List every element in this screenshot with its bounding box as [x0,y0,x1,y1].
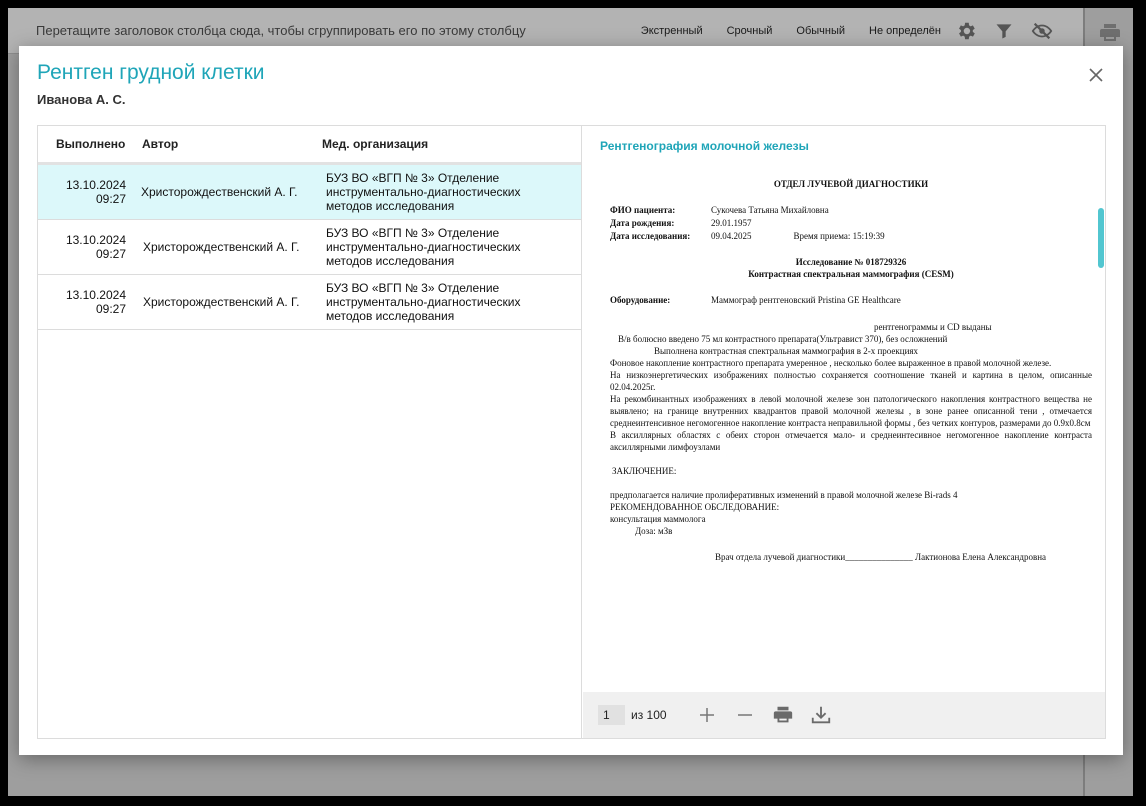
settings-gear-icon[interactable] [953,18,979,44]
patient-name: Иванова А. С. [37,92,126,107]
zoom-out-icon[interactable] [733,703,757,727]
print-icon[interactable] [1098,21,1122,45]
study-panel [37,125,1106,739]
doc-paragraph-2: На низкоэнергетических изображениях полностью сохраняется соотношение тканей и картина в целом, описанные 02.04.2025г. [610,370,1092,392]
cell-date: 13.10.2024 09:27 [65,178,126,206]
cell-author: Христорождественский А. Г. [143,295,300,309]
doc-issued: рентгенограммы и CD выданы [874,322,992,332]
doc-signature: Врач отдела лучевой диагностики_______________ Лактионова Елена Александровна [715,552,1047,562]
page-number-input[interactable] [598,705,625,725]
page-count: из 100 [631,708,667,722]
modal-title: Рентген грудной клетки [37,61,265,84]
column-header-author[interactable]: Автор [142,137,179,151]
priority-filter-emergency[interactable]: Экстренный [640,24,703,37]
eye-off-icon[interactable] [1029,18,1055,44]
doc-paragraph-4: В аксиллярных областях с обеих сторон отмечается мало- и среднеинтесивное негомогенное накопление контраста аксиллярными лимфоузлами [610,430,1092,452]
document-viewer [583,126,1105,738]
study-modal [19,46,1123,755]
doc-line-1: В/в болюсно введено 75 мл контрастного препарата(Ультравист 370), без осложнений [618,334,948,344]
doc-paragraph-3: На рекомбинантных изображениях в левой молочной железе зон патологического накопления контрастного вещества не выявлено; на границе внутренних квадрантов правой молочной железы , в зоне ранее описанной тени , отмечается среднеинтенсивное негомогенное накопление контраста неправильной формы , без четких контуров, размерами до 0.9х0.8см [610,394,1092,428]
filter-icon[interactable] [991,18,1017,44]
column-header-date[interactable]: Выполнено [56,137,126,151]
priority-filter-normal[interactable]: Обычный [796,24,846,37]
doc-paragraph-1: Фоновое накопление контрастного препарата умеренное , несколько более выраженное в правой молочной железе. [610,358,1052,368]
doc-study-number: Исследование № 018729326 [795,257,907,267]
doc-equipment-row: Оборудование: Маммограф рентгеновский Pristina GE Healthcare [610,295,901,305]
doc-dob-row: Дата рождения: 29.01.1957 [610,218,752,228]
cell-date: 13.10.2024 09:27 [65,288,126,316]
print-icon[interactable] [771,703,795,727]
cell-org: БУЗ ВО «ВГП № 3» Отделение инструментально-диагностических методов исследования [326,171,521,213]
studies-table [38,126,582,738]
doc-department: ОТДЕЛ ЛУЧЕВОЙ ДИАГНОСТИКИ [773,179,929,189]
doc-dose: Доза: мЗв [635,526,673,536]
table-row[interactable] [38,275,581,330]
doc-recommend-label: РЕКОМЕНДОВАННОЕ ОБСЛЕДОВАНИЕ: [610,502,780,512]
doc-conclusion: предполагается наличие пролиферативных изменений в правой молочной железе Bi-rads 4 [610,490,958,500]
cell-date: 13.10.2024 09:27 [65,233,126,261]
document-scrollbar[interactable] [1098,208,1104,268]
cell-author: Христорождественский А. Г. [143,240,300,254]
document-scroll-area[interactable] [583,164,1105,691]
doc-line-2: Выполнена контрастная спектральная маммография в 2-х проекциях [654,346,919,356]
doc-conclusion-label: ЗАКЛЮЧЕНИЕ: [612,466,677,476]
document-page [610,176,1092,563]
group-by-hint: Перетащите заголовок столбца сюда, чтобы сгруппировать его по этому столбцу [36,23,526,38]
cell-org: БУЗ ВО «ВГП № 3» Отделение инструментально-диагностических методов исследования [326,226,521,268]
priority-filter-undefined[interactable]: Не определён [869,24,941,37]
table-row[interactable] [38,165,581,220]
download-icon[interactable] [809,703,833,727]
doc-fio-row: ФИО пациента: Сукочева Татьяна Михайловна [610,205,829,215]
priority-filter-urgent[interactable]: Срочный [726,24,773,37]
cell-org: БУЗ ВО «ВГП № 3» Отделение инструментально-диагностических методов исследования [326,281,521,323]
close-icon [1087,66,1105,84]
document-title: Рентгенография молочной железы [600,139,809,153]
cell-author: Христорождественский А. Г. [141,185,298,199]
table-row[interactable] [38,220,581,275]
close-button[interactable] [1087,66,1105,84]
doc-date-row: Дата исследования: 09.04.2025 Время приема: 15:19:39 [610,231,885,241]
table-header [38,126,581,165]
doc-study-name: Контрастная спектральная маммография (CESM) [748,269,954,279]
column-header-org[interactable]: Мед. организация [322,137,429,151]
doc-recommend: консультация маммолога [610,514,706,524]
zoom-in-icon[interactable] [695,703,719,727]
viewer-toolbar [583,692,1105,738]
